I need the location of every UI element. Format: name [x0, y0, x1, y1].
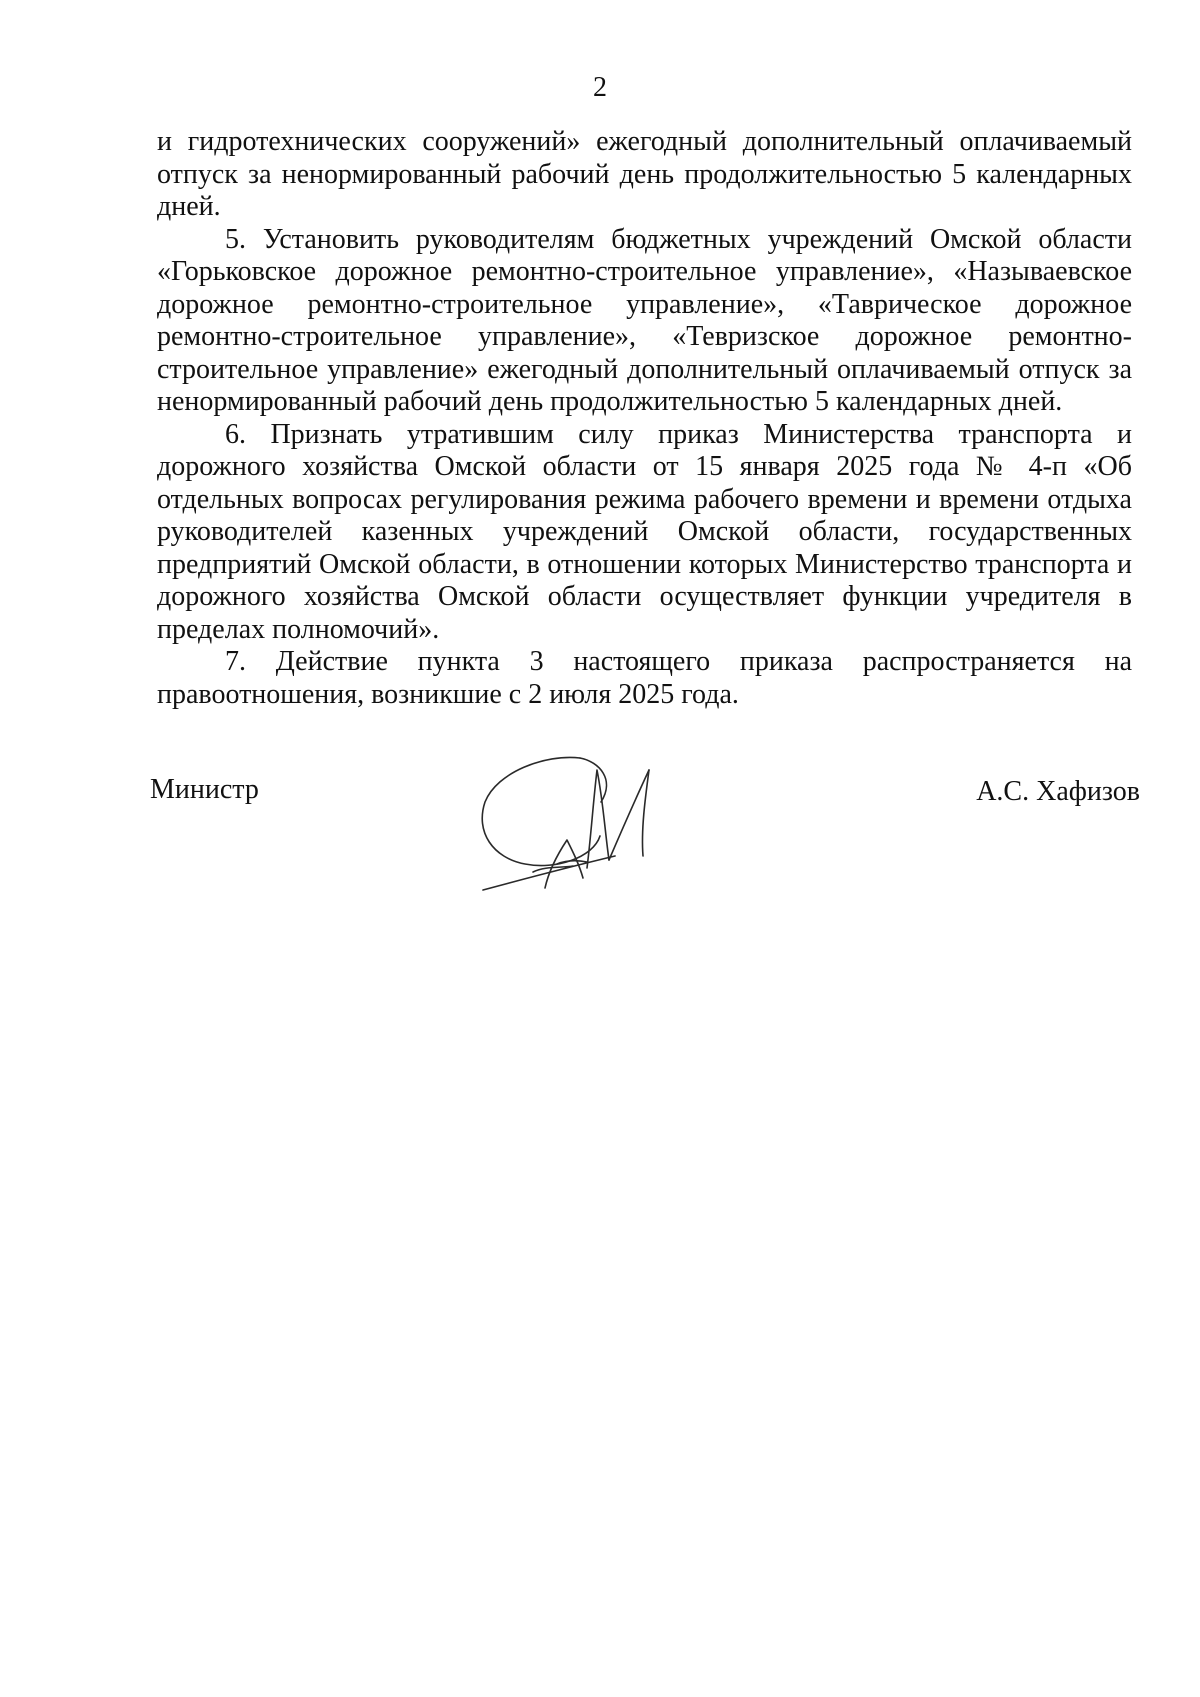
signatory-name: А.С. Хафизов — [976, 776, 1140, 807]
page-number: 2 — [593, 72, 607, 103]
document-body — [157, 126, 1132, 711]
paragraph-item-7: 7. Действие пункта 3 настоящего приказа распространяется на правоотношения, возникшие с 2 июля 2025 года. — [157, 646, 1132, 710]
handwritten-signature — [475, 740, 705, 910]
paragraph-continuation: и гидротехнических сооружений» ежегодный дополнительный оплачиваемый отпуск за ненормированный рабочий день продолжительностью 5 календарных дней. — [157, 126, 1132, 222]
paragraph-item-6: 6. Признать утратившим силу приказ Министерства транспорта и дорожного хозяйства Омской области от 15 января 2025 года № 4-п «Об отдельных вопросах регулирования режима рабочего времени и времени отдыха руководителей казенных учреждений Омской области, государственных предприятий Омской области, в отношении которых Министерство транспорта и дорожного хозяйства Омской области осуществляет функции учредителя в пределах полномочий». — [157, 418, 1132, 645]
paragraph-item-5: 5. Установить руководителям бюджетных учреждений Омской области «Горьковское дорожное ремонтно-строительное управление», «Называевское дорожное ремонтно-строительное управление», «Таврическое дорожное ремонтно-строительное управление», «Тевризское дорожное ремонтно-строительное управление» ежегодный дополнительный оплачиваемый отпуск за ненормированный рабочий день продолжительностью 5 календарных дней. — [157, 223, 1132, 417]
signatory-title: Министр — [150, 774, 259, 805]
